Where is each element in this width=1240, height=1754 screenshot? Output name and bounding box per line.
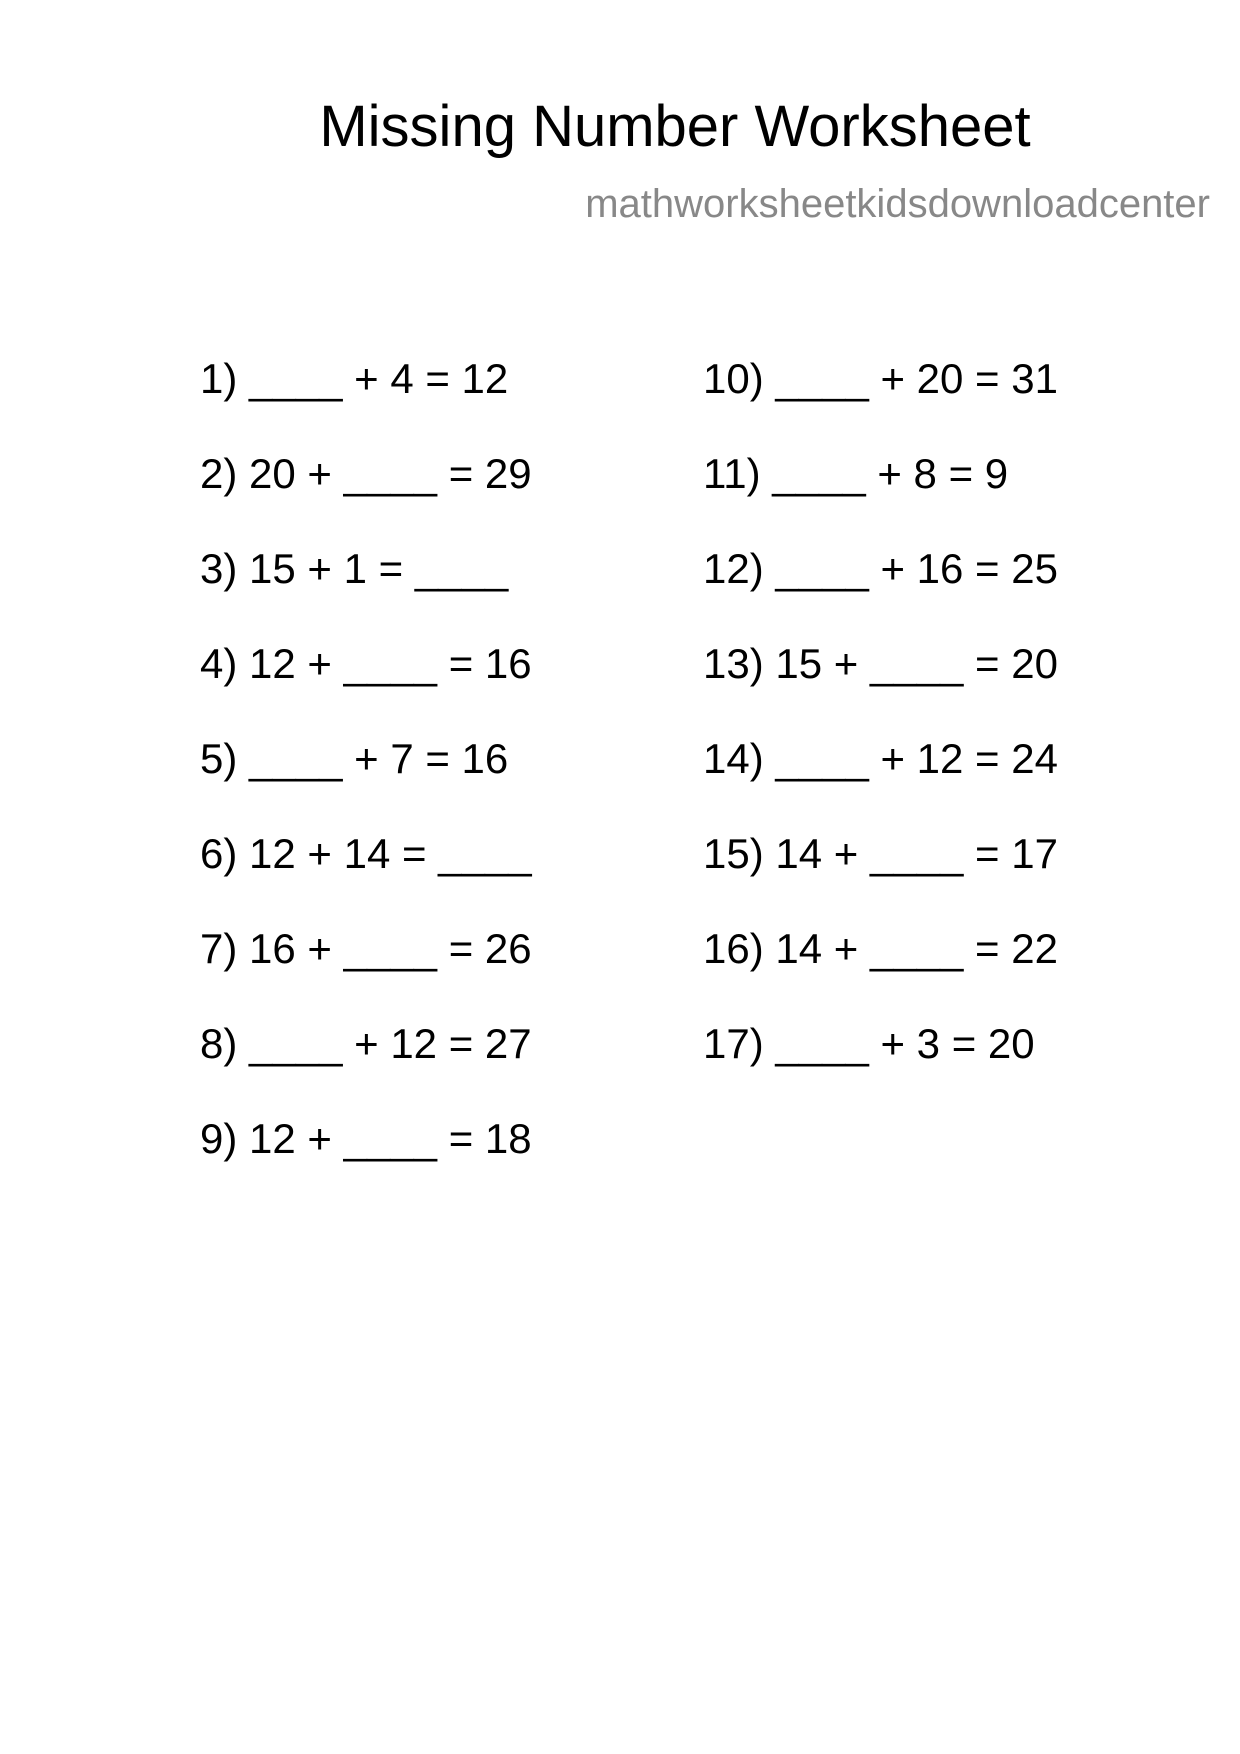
problem-4: 4) 12 + ____ = 16 (200, 640, 532, 687)
problem-13: 13) 15 + ____ = 20 (703, 640, 1058, 687)
problem-5: 5) ____ + 7 = 16 (200, 735, 509, 782)
problem-17: 17) ____ + 3 = 20 (703, 1020, 1035, 1067)
problem-14: 14) ____ + 12 = 24 (703, 735, 1058, 782)
problem-11: 11) ____ + 8 = 9 (703, 450, 1009, 497)
problem-6: 6) 12 + 14 = ____ (200, 830, 532, 877)
problem-2: 2) 20 + ____ = 29 (200, 450, 532, 497)
problem-7: 7) 16 + ____ = 26 (200, 925, 532, 972)
problem-9: 9) 12 + ____ = 18 (200, 1115, 532, 1162)
worksheet-title: Missing Number Worksheet (319, 94, 1031, 159)
problem-16: 16) 14 + ____ = 22 (703, 925, 1058, 972)
source-watermark: mathworksheetkidsdownloadcenter (585, 182, 1210, 226)
problem-10: 10) ____ + 20 = 31 (703, 355, 1058, 402)
problem-3: 3) 15 + 1 = ____ (200, 545, 509, 592)
problem-15: 15) 14 + ____ = 17 (703, 830, 1058, 877)
problem-8: 8) ____ + 12 = 27 (200, 1020, 532, 1067)
problem-1: 1) ____ + 4 = 12 (200, 355, 509, 402)
problem-12: 12) ____ + 16 = 25 (703, 545, 1058, 592)
